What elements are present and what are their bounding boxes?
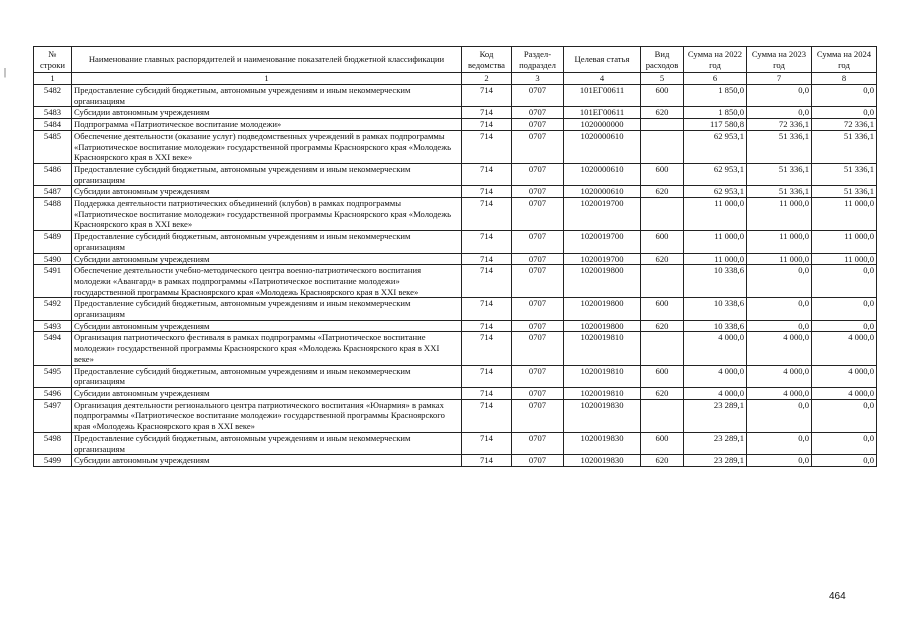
sum-2023: 0,0	[747, 432, 812, 454]
margin-mark: |	[4, 67, 7, 78]
column-number: 4	[564, 73, 641, 85]
table-row	[34, 399, 877, 432]
expense-type	[641, 130, 684, 163]
sum-2023: 0,0	[747, 85, 812, 107]
target-article: 1020019830	[564, 399, 641, 432]
sum-2023: 51 336,1	[747, 163, 812, 185]
row-number: 5488	[34, 198, 72, 231]
sum-2024: 4 000,0	[812, 332, 877, 365]
header-sum-2022: Сумма на 2022 год	[684, 47, 747, 73]
target-article: 1020019810	[564, 365, 641, 387]
sum-2023: 4 000,0	[747, 387, 812, 399]
sum-2022: 62 953,1	[684, 130, 747, 163]
sum-2024: 11 000,0	[812, 198, 877, 231]
expense-type: 620	[641, 186, 684, 198]
header-expense-type: Вид расходов	[641, 47, 684, 73]
table-row	[34, 298, 877, 320]
header-name: Наименование главных распорядителей и наименование показателей бюджетной классификации	[72, 47, 462, 73]
dept-code: 714	[462, 455, 512, 467]
row-name: Субсидии автономным учреждениям	[72, 253, 462, 265]
target-article: 1020000610	[564, 186, 641, 198]
header-target-article: Целевая статья	[564, 47, 641, 73]
dept-code: 714	[462, 163, 512, 185]
dept-code: 714	[462, 85, 512, 107]
table-row	[34, 365, 877, 387]
target-article: 101ЕГ00611	[564, 107, 641, 119]
table-row	[34, 455, 877, 467]
table-row	[34, 265, 877, 298]
row-name: Поддержка деятельности патриотических объединений (клубов) в рамках подпрограммы «Патриотическое воспитание молодежи» государственной программы Красноярского края «Молодежь Красноярского края в XXI веке»	[72, 198, 462, 231]
dept-code: 714	[462, 253, 512, 265]
sum-2022: 62 953,1	[684, 186, 747, 198]
expense-type: 600	[641, 432, 684, 454]
table-body	[34, 85, 877, 467]
target-article: 1020019800	[564, 265, 641, 298]
sum-2024: 11 000,0	[812, 231, 877, 253]
target-article: 1020000610	[564, 163, 641, 185]
sum-2022: 117 580,8	[684, 119, 747, 131]
expense-type	[641, 198, 684, 231]
row-number: 5486	[34, 163, 72, 185]
row-number: 5487	[34, 186, 72, 198]
table-row	[34, 320, 877, 332]
target-article: 1020019700	[564, 231, 641, 253]
expense-type	[641, 265, 684, 298]
sum-2023: 51 336,1	[747, 186, 812, 198]
dept-code: 714	[462, 320, 512, 332]
column-number: 5	[641, 73, 684, 85]
table-row	[34, 253, 877, 265]
row-name: Обеспечение деятельности (оказание услуг) подведомственных учреждений в рамках подпрограммы «Патриотическое воспитание молодежи» государственной программы Красноярского края «Молодежь Красноярского края в XXI веке»	[72, 130, 462, 163]
target-article: 1020019800	[564, 298, 641, 320]
target-article: 1020019800	[564, 320, 641, 332]
column-number: 3	[512, 73, 564, 85]
dept-code: 714	[462, 298, 512, 320]
sum-2023: 11 000,0	[747, 231, 812, 253]
table-row	[34, 332, 877, 365]
row-name: Предоставление субсидий бюджетным, автономным учреждениям и иным некоммерческим организациям	[72, 298, 462, 320]
sum-2022: 4 000,0	[684, 365, 747, 387]
section-code: 0707	[512, 163, 564, 185]
section-code: 0707	[512, 130, 564, 163]
sum-2022: 10 338,6	[684, 298, 747, 320]
target-article: 1020019700	[564, 198, 641, 231]
column-number: 1	[72, 73, 462, 85]
row-number: 5483	[34, 107, 72, 119]
row-number: 5482	[34, 85, 72, 107]
expense-type: 620	[641, 320, 684, 332]
sum-2024: 72 336,1	[812, 119, 877, 131]
row-name: Субсидии автономным учреждениям	[72, 107, 462, 119]
sum-2023: 11 000,0	[747, 198, 812, 231]
row-name: Предоставление субсидий бюджетным, автономным учреждениям и иным некоммерческим организациям	[72, 432, 462, 454]
section-code: 0707	[512, 432, 564, 454]
sum-2022: 10 338,6	[684, 320, 747, 332]
row-number: 5493	[34, 320, 72, 332]
dept-code: 714	[462, 265, 512, 298]
header-sum-2023: Сумма на 2023 год	[747, 47, 812, 73]
row-number: 5497	[34, 399, 72, 432]
row-name: Субсидии автономным учреждениям	[72, 455, 462, 467]
sum-2024: 0,0	[812, 298, 877, 320]
row-name: Предоставление субсидий бюджетным, автономным учреждениям и иным некоммерческим организациям	[72, 85, 462, 107]
table-row	[34, 119, 877, 131]
sum-2023: 4 000,0	[747, 332, 812, 365]
sum-2022: 11 000,0	[684, 253, 747, 265]
column-number: 8	[812, 73, 877, 85]
sum-2023: 0,0	[747, 298, 812, 320]
expense-type: 600	[641, 365, 684, 387]
sum-2022: 23 289,1	[684, 399, 747, 432]
row-name: Субсидии автономным учреждениям	[72, 186, 462, 198]
target-article: 1020019700	[564, 253, 641, 265]
row-name: Организация патриотического фестиваля в рамках подпрограммы «Патриотическое воспитание молодежи» государственной программы Красноярского края «Молодежь Красноярского края в XXI веке»	[72, 332, 462, 365]
table-row	[34, 107, 877, 119]
dept-code: 714	[462, 119, 512, 131]
section-code: 0707	[512, 186, 564, 198]
sum-2022: 62 953,1	[684, 163, 747, 185]
target-article: 101ЕГ00611	[564, 85, 641, 107]
dept-code: 714	[462, 186, 512, 198]
target-article: 1020019830	[564, 455, 641, 467]
target-article: 1020019810	[564, 332, 641, 365]
header-dept-code: Код ведомства	[462, 47, 512, 73]
row-number: 5490	[34, 253, 72, 265]
section-code: 0707	[512, 365, 564, 387]
sum-2024: 0,0	[812, 455, 877, 467]
expense-type: 600	[641, 163, 684, 185]
table-row	[34, 163, 877, 185]
sum-2024: 0,0	[812, 320, 877, 332]
page-number: 464	[829, 591, 846, 602]
table-row	[34, 387, 877, 399]
section-code: 0707	[512, 253, 564, 265]
table-row	[34, 231, 877, 253]
section-code: 0707	[512, 119, 564, 131]
expense-type: 600	[641, 231, 684, 253]
sum-2024: 0,0	[812, 399, 877, 432]
expense-type: 620	[641, 455, 684, 467]
sum-2024: 11 000,0	[812, 253, 877, 265]
sum-2022: 4 000,0	[684, 332, 747, 365]
sum-2024: 4 000,0	[812, 365, 877, 387]
row-name: Субсидии автономным учреждениям	[72, 387, 462, 399]
section-code: 0707	[512, 231, 564, 253]
table-row	[34, 198, 877, 231]
column-number: 1	[34, 73, 72, 85]
dept-code: 714	[462, 332, 512, 365]
sum-2023: 51 336,1	[747, 130, 812, 163]
expense-type	[641, 119, 684, 131]
column-number: 2	[462, 73, 512, 85]
sum-2024: 0,0	[812, 85, 877, 107]
section-code: 0707	[512, 320, 564, 332]
row-number: 5485	[34, 130, 72, 163]
sum-2023: 0,0	[747, 265, 812, 298]
sum-2022: 23 289,1	[684, 432, 747, 454]
table-header-row	[34, 47, 877, 73]
section-code: 0707	[512, 387, 564, 399]
expense-type: 600	[641, 85, 684, 107]
section-code: 0707	[512, 265, 564, 298]
section-code: 0707	[512, 298, 564, 320]
target-article: 1020000610	[564, 130, 641, 163]
sum-2024: 0,0	[812, 107, 877, 119]
sum-2023: 0,0	[747, 399, 812, 432]
expense-type	[641, 332, 684, 365]
column-number: 7	[747, 73, 812, 85]
section-code: 0707	[512, 107, 564, 119]
sum-2023: 72 336,1	[747, 119, 812, 131]
section-code: 0707	[512, 399, 564, 432]
dept-code: 714	[462, 432, 512, 454]
row-name: Субсидии автономным учреждениям	[72, 320, 462, 332]
sum-2023: 0,0	[747, 107, 812, 119]
row-number: 5496	[34, 387, 72, 399]
row-number: 5489	[34, 231, 72, 253]
sum-2022: 1 850,0	[684, 85, 747, 107]
row-name: Организация деятельности регионального центра патриотического воспитания «Юнармия» в рамках подпрограммы «Патриотическое воспитание молодежи» государственной программы Красноярского края «Молодежь Красноярского края в XXI веке»	[72, 399, 462, 432]
sum-2023: 0,0	[747, 320, 812, 332]
sum-2024: 51 336,1	[812, 130, 877, 163]
sum-2022: 1 850,0	[684, 107, 747, 119]
header-sum-2024: Сумма на 2024 год	[812, 47, 877, 73]
column-number-row	[34, 73, 877, 85]
dept-code: 714	[462, 399, 512, 432]
sum-2022: 11 000,0	[684, 198, 747, 231]
row-name: Предоставление субсидий бюджетным, автономным учреждениям и иным некоммерческим организациям	[72, 231, 462, 253]
row-name: Подпрограмма «Патриотическое воспитание молодежи»	[72, 119, 462, 131]
target-article: 1020000000	[564, 119, 641, 131]
row-name: Обеспечение деятельности учебно-методического центра военно-патриотического воспитания молодежи «Авангард» в рамках подпрограммы «Патриотическое воспитание молодежи» государственной программы Красноярского края «Молодежь Красноярского края в XXI веке»	[72, 265, 462, 298]
sum-2022: 11 000,0	[684, 231, 747, 253]
target-article: 1020019830	[564, 432, 641, 454]
sum-2024: 51 336,1	[812, 163, 877, 185]
row-number: 5499	[34, 455, 72, 467]
header-section: Раздел-подраздел	[512, 47, 564, 73]
budget-table	[33, 46, 877, 467]
dept-code: 714	[462, 231, 512, 253]
sum-2023: 4 000,0	[747, 365, 812, 387]
row-name: Предоставление субсидий бюджетным, автономным учреждениям и иным некоммерческим организациям	[72, 365, 462, 387]
expense-type: 620	[641, 253, 684, 265]
sum-2024: 4 000,0	[812, 387, 877, 399]
expense-type: 600	[641, 298, 684, 320]
row-name: Предоставление субсидий бюджетным, автономным учреждениям и иным некоммерческим организациям	[72, 163, 462, 185]
sum-2022: 4 000,0	[684, 387, 747, 399]
section-code: 0707	[512, 332, 564, 365]
target-article: 1020019810	[564, 387, 641, 399]
column-number: 6	[684, 73, 747, 85]
sum-2022: 23 289,1	[684, 455, 747, 467]
dept-code: 714	[462, 387, 512, 399]
row-number: 5494	[34, 332, 72, 365]
table-row	[34, 130, 877, 163]
sum-2023: 11 000,0	[747, 253, 812, 265]
dept-code: 714	[462, 198, 512, 231]
section-code: 0707	[512, 85, 564, 107]
sum-2024: 0,0	[812, 432, 877, 454]
sum-2023: 0,0	[747, 455, 812, 467]
dept-code: 714	[462, 107, 512, 119]
table-row	[34, 432, 877, 454]
row-number: 5495	[34, 365, 72, 387]
section-code: 0707	[512, 455, 564, 467]
sum-2022: 10 338,6	[684, 265, 747, 298]
row-number: 5484	[34, 119, 72, 131]
dept-code: 714	[462, 365, 512, 387]
section-code: 0707	[512, 198, 564, 231]
table-row	[34, 85, 877, 107]
row-number: 5498	[34, 432, 72, 454]
expense-type	[641, 399, 684, 432]
sum-2024: 0,0	[812, 265, 877, 298]
expense-type: 620	[641, 387, 684, 399]
expense-type: 620	[641, 107, 684, 119]
table-row	[34, 186, 877, 198]
dept-code: 714	[462, 130, 512, 163]
header-row-number: № строки	[34, 47, 72, 73]
row-number: 5491	[34, 265, 72, 298]
sum-2024: 51 336,1	[812, 186, 877, 198]
row-number: 5492	[34, 298, 72, 320]
